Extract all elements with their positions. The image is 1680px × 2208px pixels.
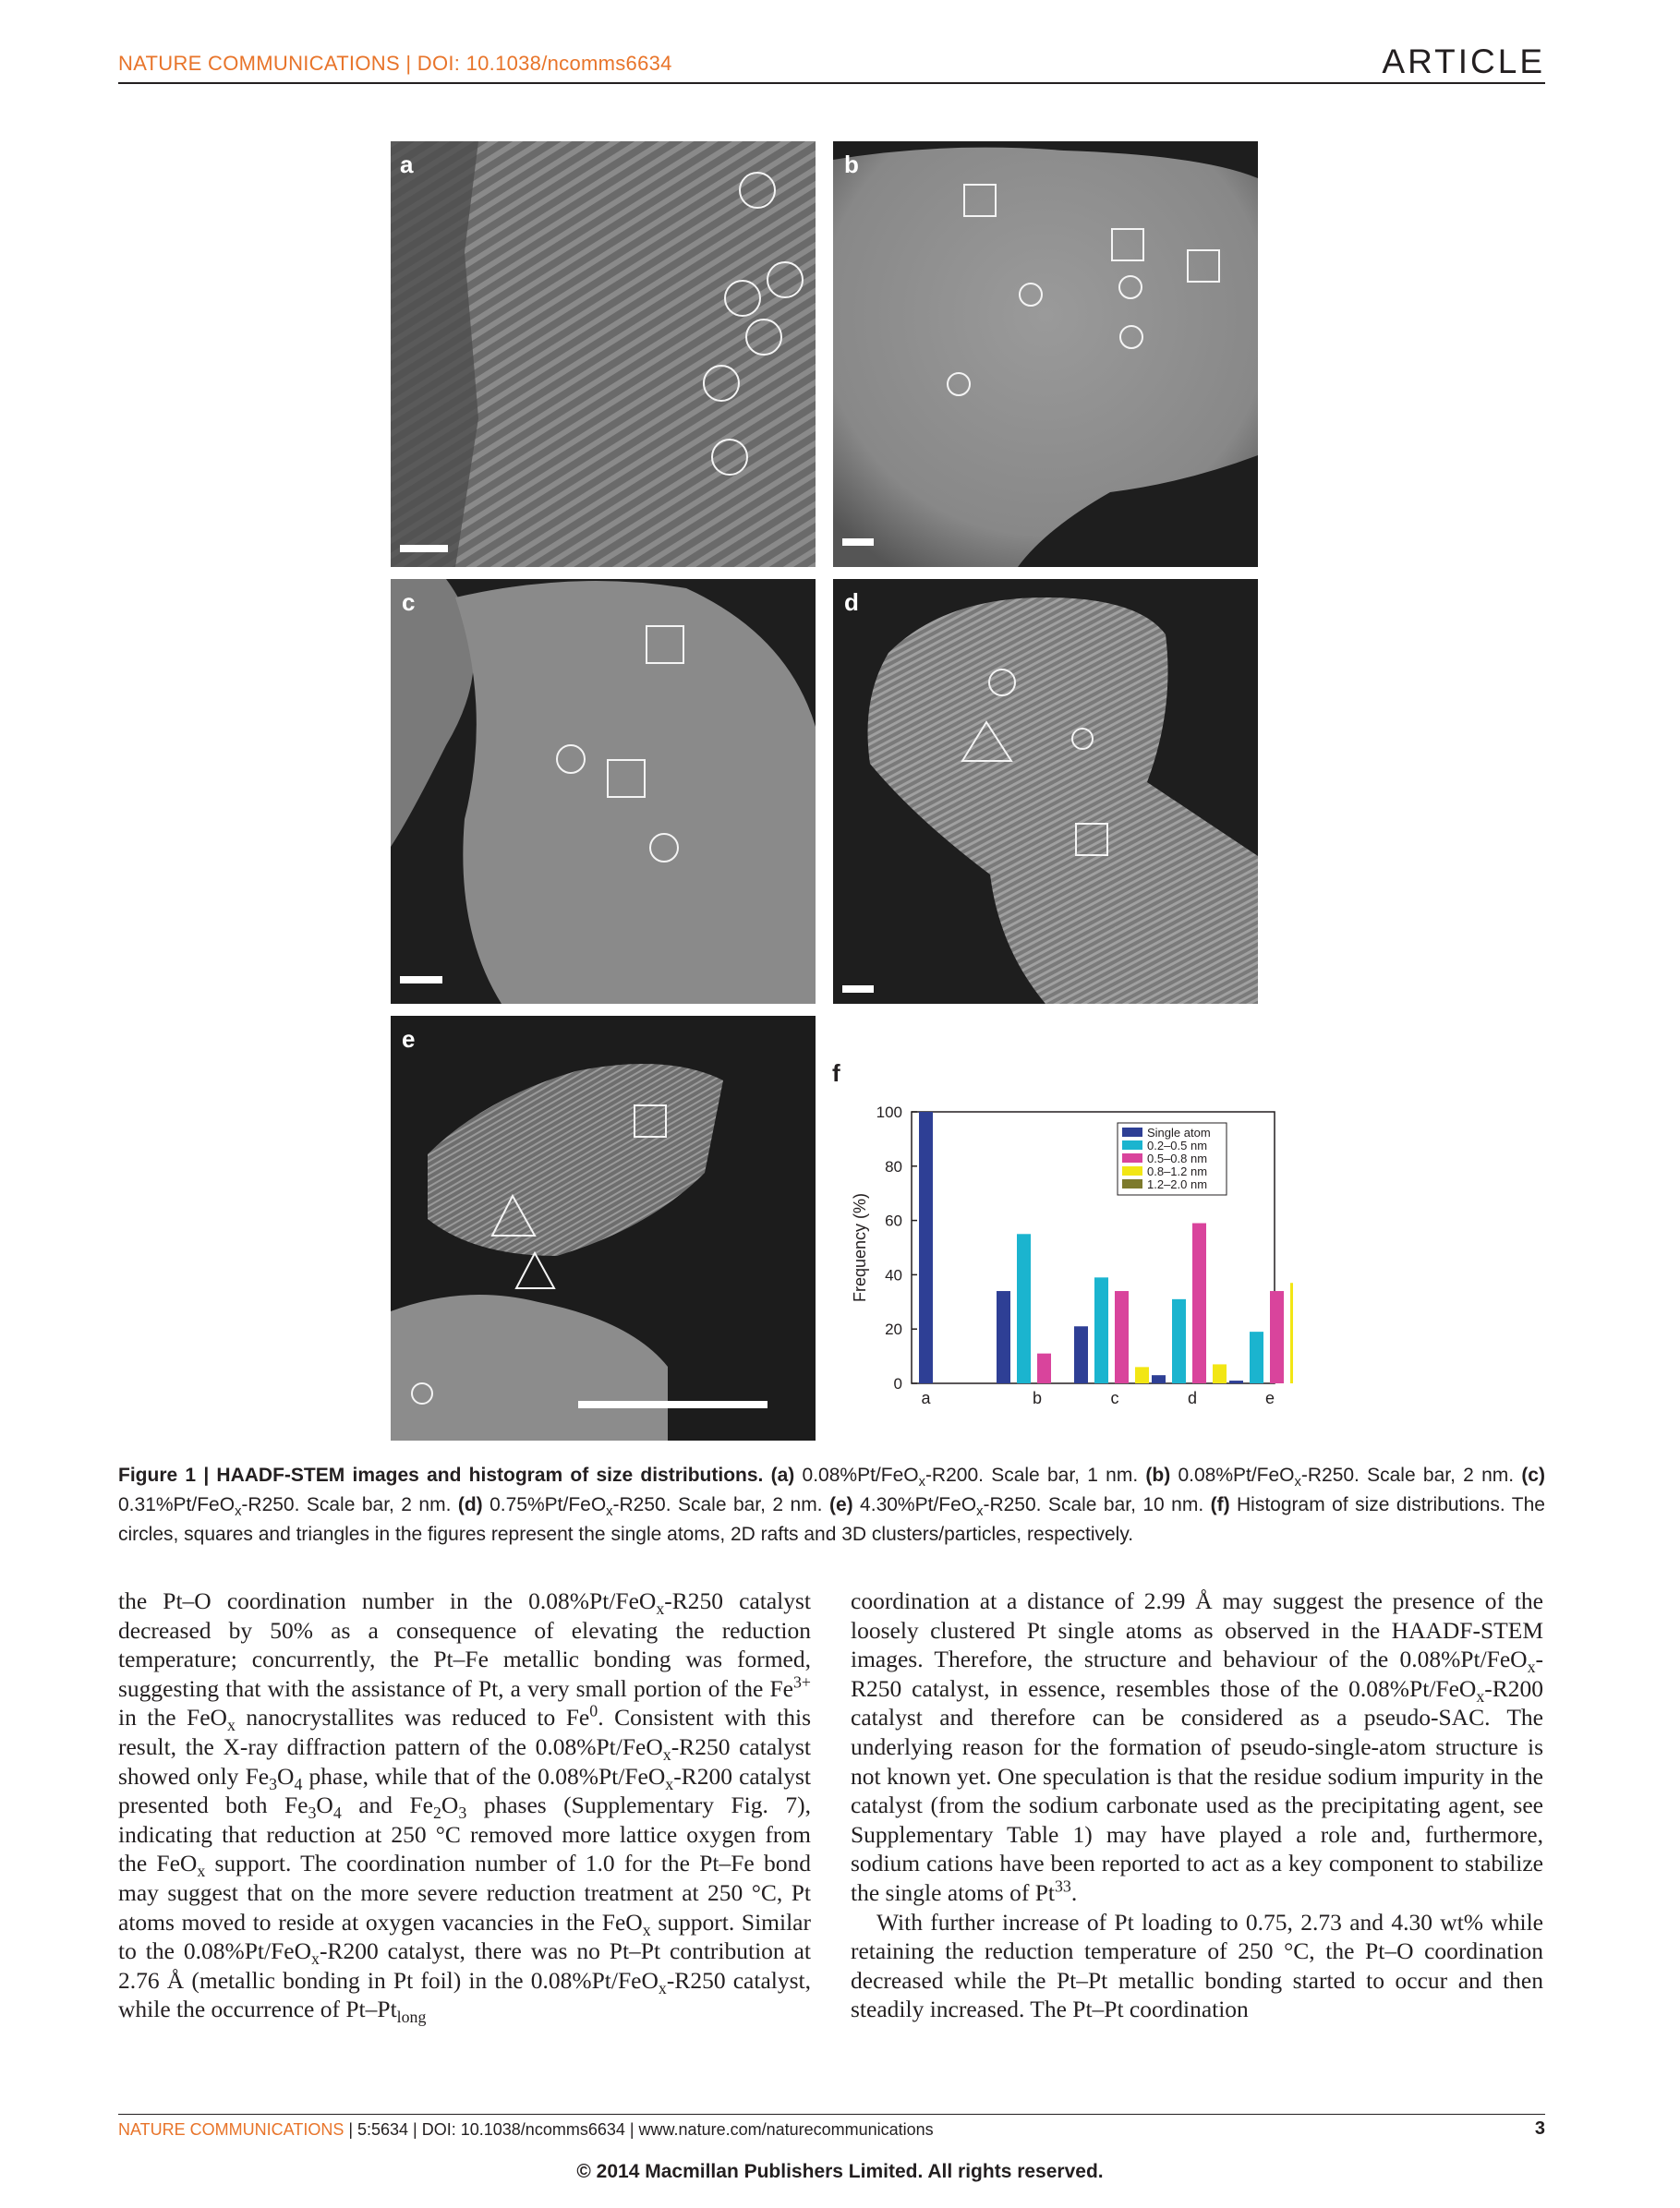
caption-b-sub: x <box>1294 1475 1301 1490</box>
panel-c-label: c <box>402 588 416 616</box>
y-tick-label: 80 <box>885 1157 902 1176</box>
caption-e-tail: -R250. Scale bar, 10 nm. <box>983 1494 1211 1515</box>
caption-a-tail: -R200. Scale bar, 1 nm. <box>925 1465 1146 1486</box>
legend-label: 1.2–2.0 nm <box>1147 1177 1208 1191</box>
body-paragraph: the Pt–O coordination number in the 0.08%Pt/FeO$_x$-R250 catalyst decreased by 50% as a consequence of elevating the reduction temperature; concurrently, the Pt–Fe metallic bonding was formed, suggesting that with the assistance of Pt, a very small portion of the $Fe^{3+}$ in the FeO$_x$ nanocrystallites was reduced to Fe$^0$. Consistent with this result, the X-ray diffraction pattern of the 0.08%Pt/FeO$_x$-R250 catalyst showed only $Fe_3O_4$ phase, while that of the 0.08%Pt/FeO$_x$-R200 catalyst presented both $Fe_3O_4$ and $Fe_2O_3$ phases (Supplementary Fig. 7), indicating that reduction at 250 °C removed more lattice oxygen from the FeO$_x$ support. The coordination number of 1.0 for the Pt–Fe bond may suggest that on the more severe reduction treatment at 250 °C, Pt atoms moved to reside at oxygen vacancies in the FeO$_x$ support. Similar to the 0.08%Pt/FeO$_x$-R200 catalyst, there was no Pt–Pt contribution at 2.76 Å (metallic bonding in Pt foil) in the 0.08%Pt/FeO$_x$-R250 catalyst, while the occurrence of $Pt-Pt_{long}$ <box>118 1587 812 2027</box>
body-column-right <box>851 1587 1543 2024</box>
figure-caption <box>118 1461 1545 1550</box>
copyright-notice: © 2014 Macmillan Publishers Limited. All rights reserved. <box>576 2161 1104 2182</box>
bar-c-1 <box>1094 1277 1108 1383</box>
panel-d-image <box>833 579 1258 1004</box>
caption-d-tail: -R250. Scale bar, 2 nm. <box>612 1494 829 1515</box>
bar-b-2 <box>1037 1354 1051 1383</box>
caption-title: Figure 1 | HAADF-STEM images and histogram of size distributions. <box>118 1465 764 1486</box>
journal-header: NATURE COMMUNICATIONS | DOI: 10.1038/ncomms6634 <box>118 52 672 75</box>
bar-e-2 <box>1270 1291 1284 1383</box>
legend-swatch <box>1122 1140 1142 1150</box>
bar-d-2 <box>1192 1224 1206 1383</box>
legend-label: 0.5–0.8 nm <box>1147 1152 1208 1165</box>
footer-citation <box>118 2120 934 2140</box>
bar-c-0 <box>1074 1326 1088 1383</box>
legend-swatch <box>1122 1166 1142 1176</box>
legend-label: 0.2–0.5 nm <box>1147 1139 1208 1152</box>
legend-swatch <box>1122 1153 1142 1163</box>
caption-d-sub: x <box>606 1504 613 1520</box>
x-tick-label: e <box>1264 1389 1275 1407</box>
bar-c-2 <box>1115 1291 1129 1383</box>
size-histogram <box>813 1090 1293 1422</box>
caption-b-label: (b) <box>1145 1465 1171 1486</box>
header-rule <box>118 82 1545 84</box>
legend-swatch <box>1122 1128 1142 1137</box>
panel-c-image <box>391 579 816 1004</box>
x-tick-label: a <box>921 1389 931 1407</box>
bar-e-0 <box>1229 1381 1243 1383</box>
x-tick-label: c <box>1110 1389 1119 1407</box>
panel-a-label: a <box>400 151 414 178</box>
legend-label: Single atom <box>1147 1126 1211 1140</box>
y-axis-label: Frequency (%) <box>851 1192 869 1303</box>
bar-d-3 <box>1213 1364 1227 1383</box>
bar-b-0 <box>997 1291 1010 1383</box>
panel-b-label: b <box>844 151 859 178</box>
x-tick-label: b <box>1032 1389 1043 1407</box>
body-paragraph: coordination at a distance of 2.99 Å may suggest the presence of the loosely clustered Pt single atoms as observed in the HAADF-STEM images. Therefore, the structure and behaviour of the 0.08%Pt/FeO$_x$-R250 catalyst, in essence, resembles those of the 0.08%Pt/FeO$_x$-R200 catalyst and therefore can be considered as a pseudo-SAC. The underlying reason for the formation of pseudo-single-atom structure is not known yet. One speculation is that the residue sodium impurity in the catalyst (from the sodium carbonate used as the precipitating agent, see Supplementary Table 1) may have played a role and, furthermore, sodium cations have been reported to act as a key component to stabilize the single atoms of Pt$^{33}$. <box>851 1587 1543 1906</box>
caption-e-label: (e) <box>828 1494 853 1515</box>
legend-label: 0.8–1.2 nm <box>1147 1164 1208 1178</box>
caption-c-sub: x <box>235 1504 242 1520</box>
footer-journal: NATURE COMMUNICATIONS <box>118 2120 344 2139</box>
caption-a-sub: x <box>918 1475 925 1490</box>
bar-e-3 <box>1290 1283 1293 1383</box>
caption-c-label: (c) <box>1521 1465 1545 1486</box>
bar-a-0 <box>919 1112 933 1383</box>
caption-c-text: 0.31%Pt/FeO <box>118 1494 236 1515</box>
body-column-left <box>118 1587 812 2027</box>
y-tick-label: 20 <box>885 1321 902 1339</box>
panel-a-image <box>391 141 816 567</box>
bar-d-1 <box>1172 1299 1186 1383</box>
page-number: 3 <box>1534 2118 1545 2139</box>
footer-rule <box>118 2114 1545 2115</box>
caption-a-label: (a) <box>770 1465 795 1486</box>
reference-link[interactable]: 33 <box>1054 1876 1071 1896</box>
panel-e-label: e <box>402 1025 416 1053</box>
caption-f-text: Histogram of size distributions. The circles, squares and triangles in the figures represent the single atoms, 2D rafts and 3D clusters/particles, respectively. <box>118 1494 1545 1545</box>
caption-b-tail: -R250. Scale bar, 2 nm. <box>1300 1465 1522 1486</box>
y-tick-label: 40 <box>885 1266 902 1285</box>
y-tick-label: 60 <box>885 1212 902 1230</box>
caption-b-text: 0.08%Pt/FeO <box>1170 1465 1295 1486</box>
caption-f-label: (f) <box>1210 1494 1230 1515</box>
caption-a-text: 0.08%Pt/FeO <box>794 1465 919 1486</box>
bar-e-1 <box>1250 1332 1263 1383</box>
caption-d-text: 0.75%Pt/FeO <box>482 1494 607 1515</box>
bar-d-0 <box>1152 1375 1166 1383</box>
x-tick-label: d <box>1187 1389 1198 1407</box>
section-label: ARTICLE <box>1382 42 1545 80</box>
bar-c-3 <box>1135 1367 1149 1383</box>
caption-c-tail: -R250. Scale bar, 2 nm. <box>241 1494 458 1515</box>
caption-e-sub: x <box>976 1504 984 1520</box>
legend-swatch <box>1122 1179 1142 1188</box>
bar-b-1 <box>1017 1234 1031 1383</box>
panel-e-image <box>391 1016 816 1441</box>
y-tick-label: 100 <box>876 1104 902 1121</box>
y-tick-label: 0 <box>893 1375 902 1393</box>
caption-d-label: (d) <box>457 1494 483 1515</box>
panel-b-image <box>833 141 1258 567</box>
caption-e-text: 4.30%Pt/FeO <box>852 1494 977 1515</box>
panel-f-label: f <box>832 1059 840 1087</box>
body-paragraph: With further increase of Pt loading to 0.75, 2.73 and 4.30 wt% while retaining the reduction temperature of 250 °C, the Pt–O coordination decreased while the Pt–Pt metallic bonding started to occur and then steadily increased. The Pt–Pt coordination <box>851 1908 1543 2023</box>
footer-doi: | 5:5634 | DOI: 10.1038/ncomms6634 | www.nature.com/naturecommunications <box>344 2120 934 2139</box>
panel-d-label: d <box>844 588 859 616</box>
